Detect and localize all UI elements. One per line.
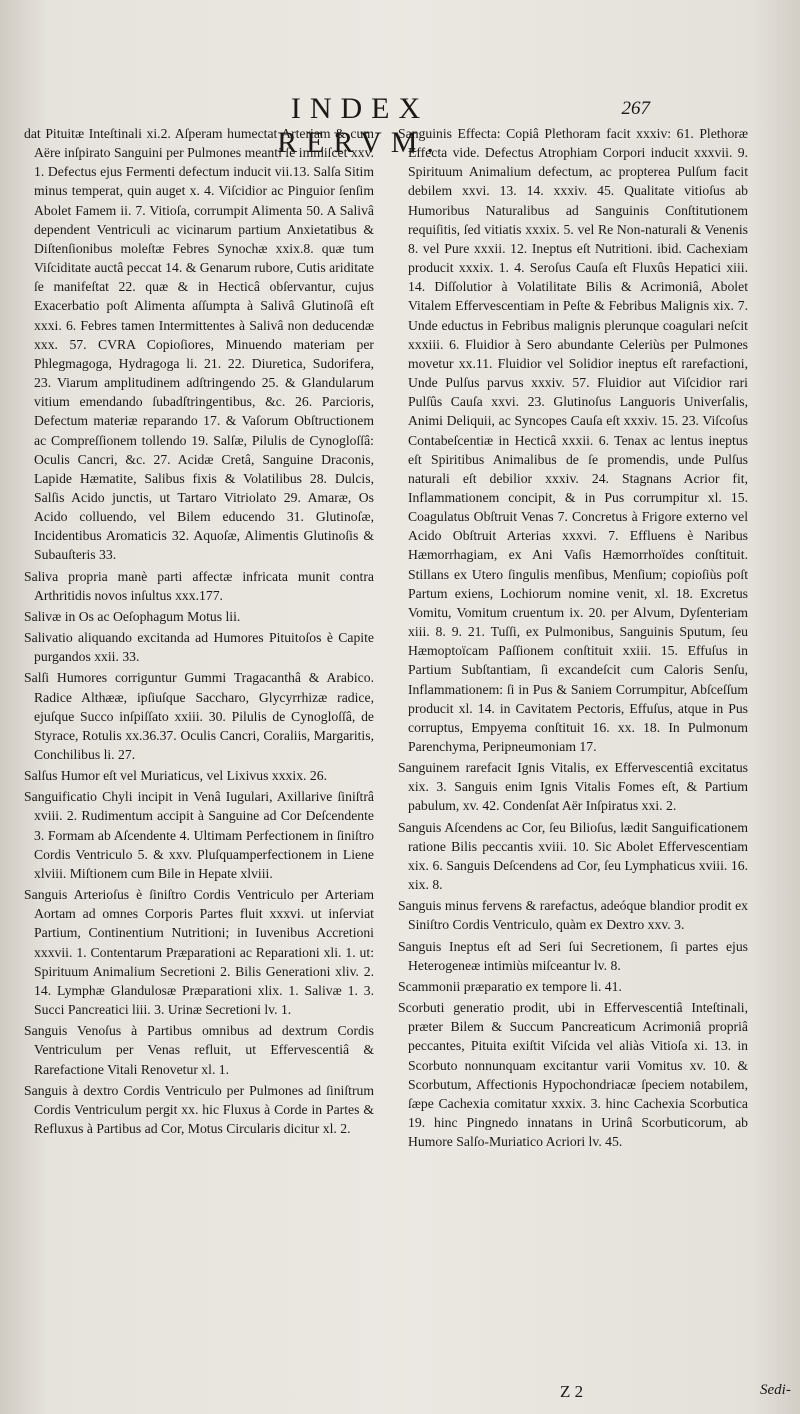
right-column <box>398 124 748 1374</box>
running-header <box>0 92 800 159</box>
index-entry: Sanguinem rarefacit Ignis Vitalis, ex Effervescentiâ excitatus xix. 3. Sanguis enim Ignis Vitalis Fomes eſt, & Partium pabulum, xv. 42. Condenſat Aër Inſpiratus xxi. 2. <box>398 760 748 814</box>
index-entry: Sanguis minus fervens & rarefactus, adeóque blandior prodit ex Siniſtro Cordis Ventriculo, quàm ex Dextro xxv. 3. <box>398 898 748 933</box>
index-entry: Sanguinis Effecta: Copiâ Plethoram facit xxxiv: 61. Plethoræ Effecta vide. Defectus Atrophiam Corpori inducit xxxvii. 9. Spirituum Animalium defectum, ac propterea Pulſum facit debilem xxvi. 13. 14. xxxiv. 45. Qualitate vitioſus ab Humoribus Naturalibus ad Sanguinis Conſtitutionem requiſitis, ſed vitiatis xxxix. 5. vel Re Non-naturali & Venenis 8. vel Pure xxxii. 12. Ineptus eſt Nutritioni. ibid. Cachexiam producit xxxix. 1. 4. Seroſus Cauſa eſt Fluxûs Hepatici xiii. 14. Diſſolutior à Volatilitate Bilis & Acrimoniâ, Abolet Vitalem Effervescentiam in Peſte & Febribus Malignis xix. 7. Unde eductus in Febribus malignis plerunque coagulari neſcit xxxiii. 6. Fluidior à Sero abundante Celeriùs per Pulmones movetur xx.11. Fluidior vel Solidior ineptus eſt rarefactioni, Unde Pulſus parvus xxxiv. 57. Fluidior aut Viſcidior rari Pulſûs Cauſa xxvi. 23. Glutinoſus Languoris Univerſalis, Animi Deliquii, ac Syncopes Cauſa eſt xxxiv. 15. 23. Viſcoſus Contabeſcentiæ in Hecticâ xxxii. 6. Tenax ac lentus ineptus eſt Spiritibus Animalibus de ſe promendis, unde Pulſus naturali eſt debilior xxxiv. 24. Stagnans Acrior fit, Inflammationem concipit, & in Pus corrumpitur xl. 15. Coagulatus Obſtruit Venas 7. Concretus à Frigore externo vel Acido Obſtruit Arterias xxxvi. 7. Effluens è Naribus Hæmorrhagiam, ex Ani Vaſis Hæmorrhoïdes conſtituit. Stillans ex Utero ſingulis menſibus, Menſium; copioſiùs poſt Partum exiens, Lochiorum nomine venit, xl. 18. Excretus Vomitu, Vomitum cruentum ix. 20. per Alvum, Dyſenteriam xiii. 8. 9. 21. Tuſſi, ex Pulmonibus, Sanguinis Sputum, ſeu Hæmoptoïcam Paſſionem conſtituit xxiii. 15. Effuſus in Partium Subſtantiam, ſi excandeſcit cum Caloris Senſu, Inflammationem: ſi in Pus & Saniem Corrumpitur, Abſceſſum producit xl. 14. in Cavitatem Pectoris, Effuſus, atque in Pus corruptus, Empyema conſtituit 16. xx. 18. In Pulmonum Parenchyma, Peripneumoniam 17. <box>398 126 748 754</box>
index-entry: Salivæ in Os ac Oeſophagum Motus lii. <box>24 608 241 624</box>
index-entry: dat Pituitæ Inteſtinali xi.2. Aſperam humectat Arteriam & cum Aëre inſpirato Sanguini per Pulmones meanti ſe immiſcet xxv. 1. Defectus ejus Fermenti defectum inducit vii.13. Salſa Sitim minus temperat, quin auget x. 4. Viſcidior ac Pinguior ſenſim Abolet Famem ii. 7. Vitioſa, corrumpit Alimenta 50. A Salivâ dependent Ventriculi ac vicinarum partium Anxietatibus & Diſtenſionibus moleſtæ Febres Synochæ xxix.8. quæ tum Viſciditate auctâ peccat 14. & Genarum rubore, Cutis ariditate ſe manifeſtat 22. quæ & in Hecticâ obſervantur, cujus Exacerbatio poſt Alimenta aſſumpta à Salivâ Glutinoſâ eſt xxxi. 6. Febres tamen Intermittentes à Salivâ non deducendæ xxx. 57. CVRA Copioſiores, Minuendo materiam per Phlegmagoga, Hydragoga li. 21. 22. Diuretica, Sudorifera, 23. Viarum amplitudinem adſtringendo 25. & Glandularum vitium emendando ſubadſtringentibus, &c. 26. Parcioris, Defectum materiæ reparando 17. & Vaſorum Obſtructionem ac Compreſſionem tollendo 19. Salſæ, Pilulis de Cynogloſſâ: Oculis Cancri, &c. 27. Acidæ Cretâ, Sanguine Draconis, Lapide Hæmatite, Salibus fixis & Volatilibus 28. Dulcis, Salſis Acido junctis, ut Tartaro Vitriolato 29. Amaræ, Os Acido colluendo, vel Bilem educendo 31. Glutinoſæ, Incidentibus Aromaticis 32. Aquoſæ, Alimentis Glutinoſis & Subauſteris 33. <box>24 126 374 563</box>
index-entry: Salſi Humores corriguntur Gummi Tragacanthâ & Arabico. Radice Althææ, ipſiuſque Saccharo, Glycyrrhizæ radice, ejuſque Succo inſpiſſato xxiii. 30. Pilulis de Cynogloſſâ, de Styrace, Rotulis xx.36.37. Oculis Cancri, Coraliis, Margaritis, Conchilibus li. 27. <box>24 670 374 762</box>
index-entry: Salivatio aliquando excitanda ad Humores Pituitoſos è Capite purgandos xxii. 33. <box>24 630 374 665</box>
index-entry: Saliva propria manè parti affectæ infricata munit contra Arthritidis novos inſultus xxx.177. <box>24 568 374 603</box>
index-entry: Scammonii præparatio ex tempore li. 41. <box>398 978 622 994</box>
index-entry: Sanguis à dextro Cordis Ventriculo per Pulmones ad ſiniſtrum Cordis Ventriculum pergit xx. hic Fluxus à Corde in Partes & Refluxus à Partibus ad Cor, Motus Circularis dicitur xl. 2. <box>24 1082 374 1136</box>
index-entry: Sanguis Aſcendens ac Cor, ſeu Bilioſus, lædit Sanguificationem ratione Bilis peccantis xviii. 10. Sic Abolet Effervescentiam xix. 6. Sanguis Deſcendens ad Cor, ſeu Lymphaticus xviii. 16. xix. 8. <box>398 819 748 893</box>
index-entry: Scorbuti generatio prodit, ubi in Effervescentiâ Inteſtinali, præter Bilem & Succum Pancreaticum Acrimoniâ propriâ peccantes, Pituita exiſtit Viſcida vel aliàs Vitioſa xi. 13. in Scorbuto nonnunquam excitantur varii Vomitus xv. 10. & Scorbutum, Affectionis Hypochondriacæ ſpeciem notabilem, ſæpe Cachexia comitatur xxxix. 3. hinc Cachexia Scorbutica 19. hinc Pingnedo innatans in Urinâ Scorbuticorum, ab Humore Salſo-Muriatico Acriori lv. 45. <box>398 1000 748 1150</box>
catchword: Sedi- <box>760 1382 791 1398</box>
index-entry: Sanguis Ineptus eſt ad Seri ſui Secretionem, ſi partes ejus Heterogeneæ intimiùs miſceantur lv. 8. <box>398 938 748 973</box>
signature-mark: Z 2 <box>560 1382 584 1401</box>
index-entry: Sanguis Venoſus à Partibus omnibus ad dextrum Cordis Ventriculum per Venas refluit, ut Effervescentiâ & Rarefactione Vitali Renovetur xl. 1. <box>24 1023 374 1077</box>
page-title: INDEX RERVM. <box>277 92 443 159</box>
page-number: 267 <box>621 98 650 119</box>
index-entry: Sanguificatio Chyli incipit in Venâ Iugulari, Axillarive ſiniſtrâ xviii. 2. Rudimentum accipit à Sanguine ad Cor Deſcendente 3. Formam ab Aſcendente 4. Ultimam Perfectionem in ſiniſtro Cordis Ventriculo 5. & xxv. Pluſquamperfectionem in Liene xlviii. Miſtionem cum Bile in Hepate xlviii. <box>24 789 374 881</box>
index-entry: Sanguis Arterioſus è ſiniſtro Cordis Ventriculo per Arteriam Aortam ad omnes Corporis Partes fluit xxxvi. ut inſerviat Partium, Continentium Nutritioni; in Iuvenibus Accretioni xxxvii. 1. Contentarum Præparationi ac Reparationi xli. 1. ut: Spirituum Animalium Secretioni 2. Bilis Generationi xliv. 2. 14. Lymphæ Glandulosæ Præparationi xlix. 1. Salivæ 1. 3. Succi Pancreatici liii. 3. Urinæ Secretioni lv. 1. <box>24 887 374 1018</box>
left-column <box>24 124 374 1374</box>
index-entry: Salſus Humor eſt vel Muriaticus, vel Lixivus xxxix. 26. <box>24 768 327 784</box>
